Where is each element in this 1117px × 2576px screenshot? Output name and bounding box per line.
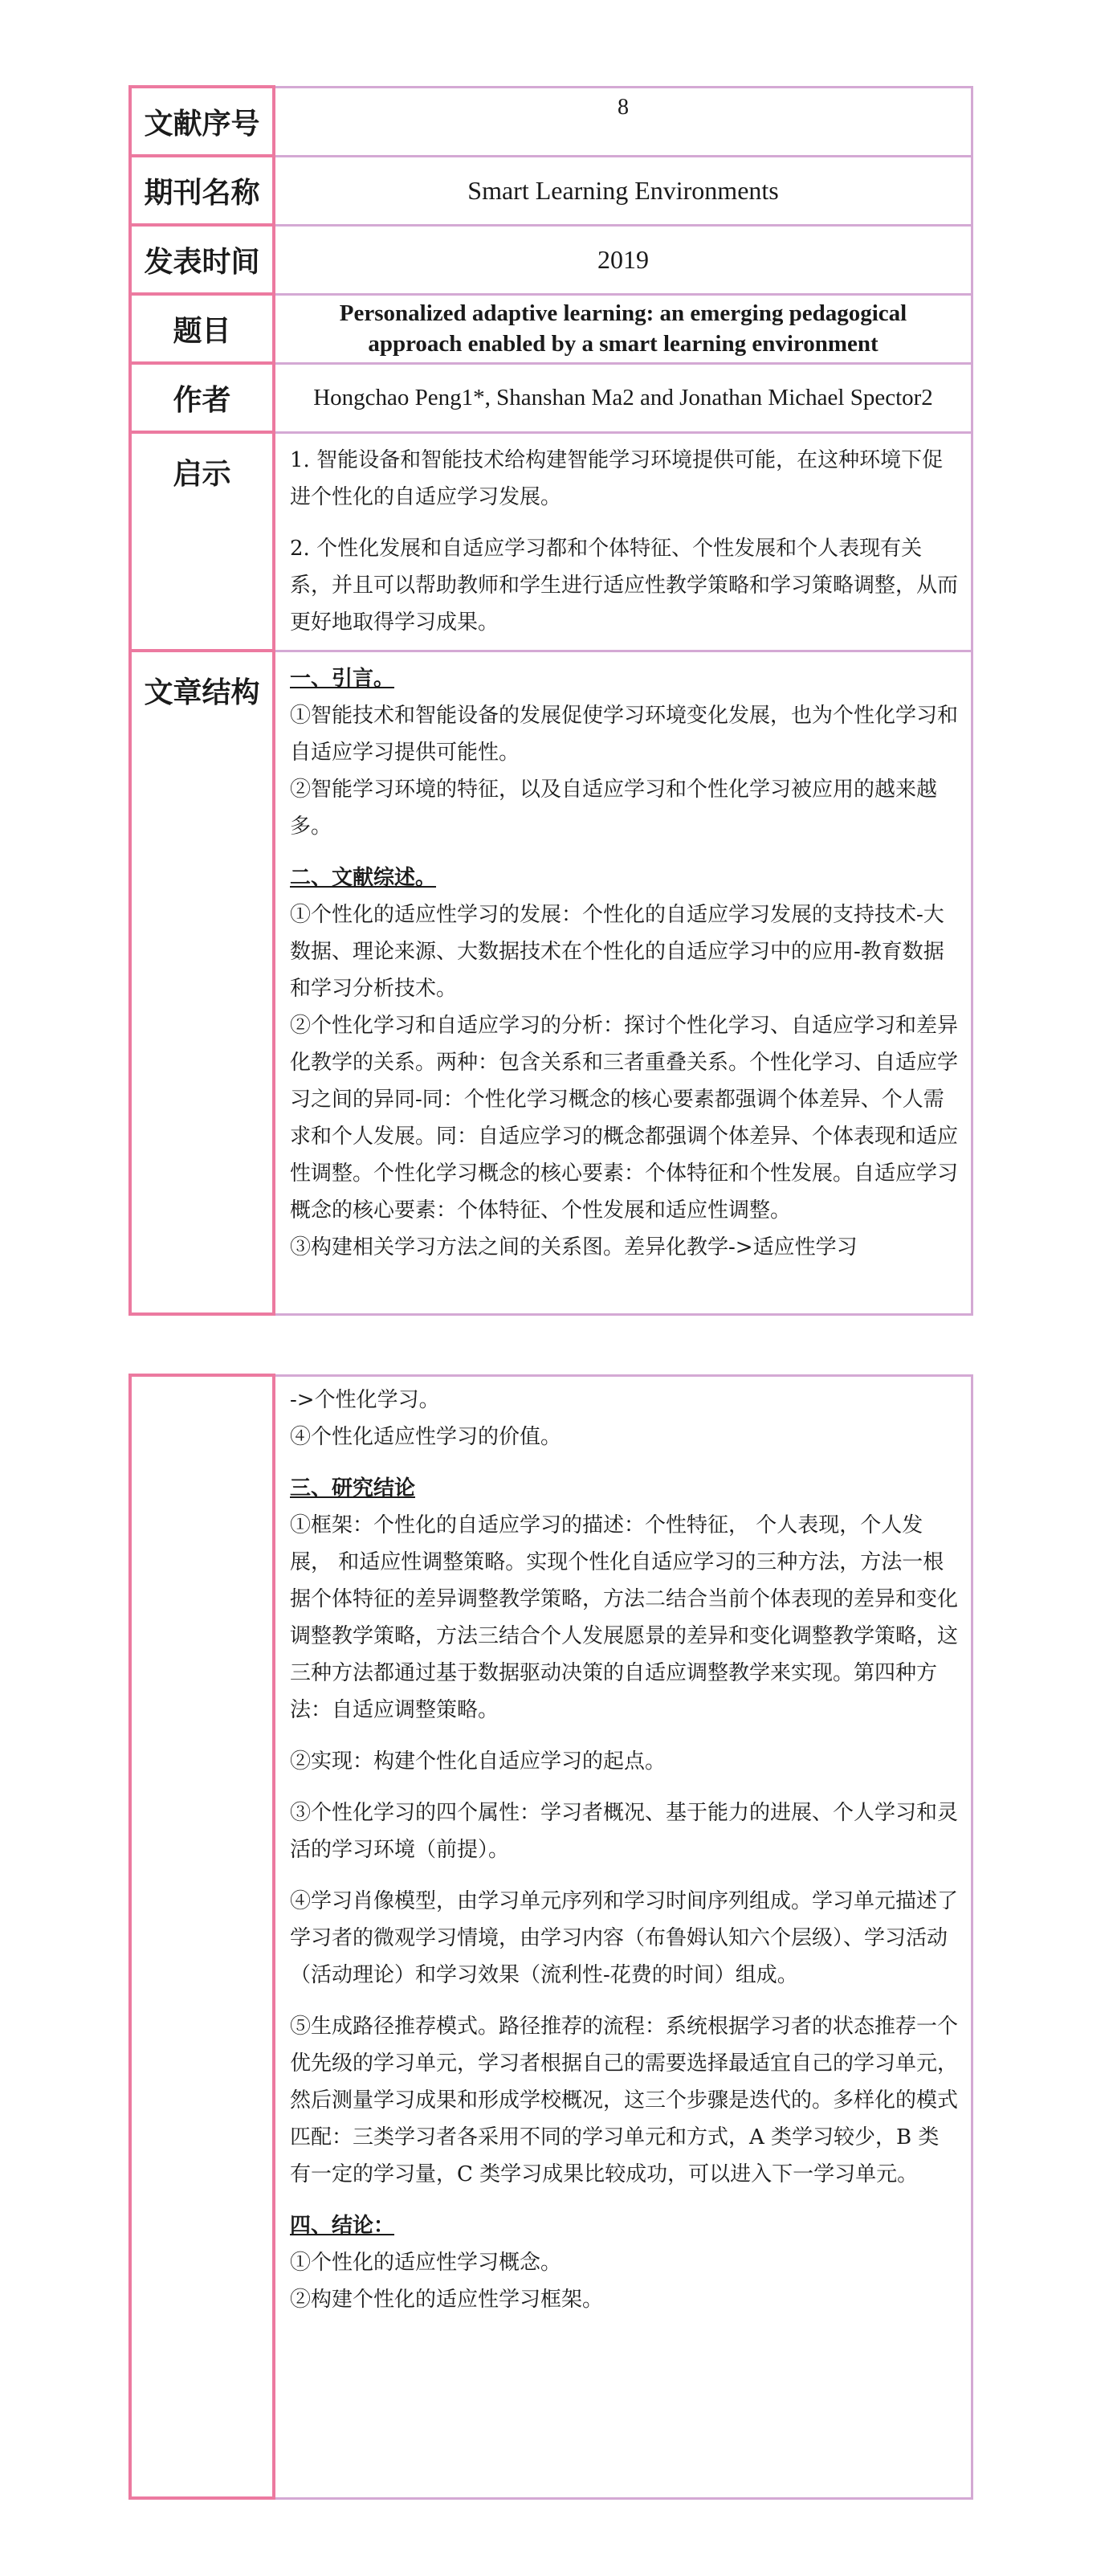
document-table-part2 [128, 1374, 973, 2500]
findings-point-5: ⑤生成路径推荐模式。路径推荐的流程：系统根据学习者的状态推荐一个优先级的学习单元，学习者根据自己的需要选择最适宜自己的学习单元，然后测量学习成果和形成学校概况，这三个步骤是迭代的。多样化的模式匹配：三类学习者各采用不同的学习单元和方式，A 类学习较少，B 类有一定的学习量，C 类学习成果比较成功，可以进入下一学习单元。 [290, 2014, 959, 2186]
label-number: 文献序号 [130, 87, 274, 156]
value-year: 2019 [274, 225, 972, 294]
findings-point-4: ④学习肖像模型，由学习单元序列和学习时间序列组成。学习单元描述了学习者的微观学习情境，由学习内容（布鲁姆认知六个层级）、学习活动（活动理论）和学习效果（流利性-花费的时间）组成。 [290, 1888, 959, 1987]
label-year: 发表时间 [130, 225, 274, 294]
value-number: 8 [274, 87, 972, 156]
section-findings [290, 1470, 960, 2193]
findings-point-3: ③个性化学习的四个属性：学习者概况、基于能力的进展、个人学习和灵活的学习环境（前提）。 [290, 1800, 959, 1862]
label-insight: 启示 [130, 432, 274, 651]
structure-cell-part1 [274, 651, 972, 1314]
intro-point-1: ①智能技术和智能设备的发展促使学习环境变化发展，也为个性化学习和自适应学习提供可能性。 [290, 703, 959, 765]
conclusion-point-2: ②构建个性化的适应性学习框架。 [290, 2287, 604, 2312]
insight-cell [274, 432, 972, 651]
value-journal: Smart Learning Environments [274, 156, 972, 225]
section-literature-review-continued [290, 1382, 960, 1455]
heading-literature-review: 二、文献综述。 [290, 865, 437, 890]
conclusion-point-1: ①个性化的适应性学习概念。 [290, 2250, 562, 2275]
section-literature-review [290, 859, 960, 1266]
findings-point-1: ①框架：个性化的自适应学习的描述：个性特征， 个人表现，个人发展， 和适应性调整策略。实现个性化自适应学习的三种方法，方法一根据个体特征的差异调整教学策略，方法二结合当前个体表现的差异和变化调整教学策略，方法三结合个人发展愿景的差异和变化调整教学策略，这三种方法都通过基于数据驱动决策的自适应调整教学来实现。第四种方法：自适应调整策略。 [290, 1513, 959, 1722]
structure-cell-part2 [274, 1375, 972, 2498]
review-point-3b: ->个性化学习。 [290, 1387, 440, 1412]
section-introduction [290, 660, 960, 845]
heading-introduction: 一、引言。 [290, 666, 395, 691]
review-point-1: ①个性化的适应性学习的发展：个性化的自适应学习发展的支持技术-大数据、理论来源、大数据技术在个性化的自适应学习中的应用-教育数据和学习分析技术。 [290, 902, 944, 1001]
review-point-2: ②个性化学习和自适应学习的分析：探讨个性化学习、自适应学习和差异化教学的关系。两种：包含关系和三者重叠关系。个性化学习、自适应学习之间的异同-同：个性化学习概念的核心要素都强调个体差异、个人需求和个人发展。同：自适应学习的概念都强调个体差异、个体表现和适应性调整。个性化学习概念的核心要素：个体特征和个性发展。自适应学习概念的核心要素：个体特征、个性发展和适应性调整。 [290, 1013, 959, 1223]
label-structure: 文章结构 [130, 651, 274, 1314]
findings-point-2: ②实现：构建个性化自适应学习的起点。 [290, 1749, 667, 1774]
insight-item-1: 1. 智能设备和智能技术给构建智能学习环境提供可能，在这种环境下促进个性化的自适应学习发展。 [290, 447, 944, 509]
heading-findings: 三、研究结论 [290, 1476, 416, 1500]
value-authors: Hongchao Peng1*, Shanshan Ma2 and Jonathan Michael Spector2 [274, 363, 972, 432]
label-authors: 作者 [130, 363, 274, 432]
label-journal: 期刊名称 [130, 156, 274, 225]
value-title: Personalized adaptive learning: an emerging pedagogical approach enabled by a smart learning environment [274, 294, 972, 363]
label-title: 题目 [130, 294, 274, 363]
label-structure-continued [130, 1375, 274, 2498]
document-table-part1 [128, 85, 973, 1316]
heading-conclusion: 四、结论： [290, 2213, 395, 2238]
intro-point-2: ②智能学习环境的特征，以及自适应学习和个性化学习被应用的越来越多。 [290, 777, 938, 839]
insight-item-2: 2. 个性化发展和自适应学习都和个体特征、个性发展和个人表现有关系，并且可以帮助教师和学生进行适应性教学策略和学习策略调整，从而更好地取得学习成果。 [290, 536, 959, 635]
section-conclusion [290, 2207, 960, 2318]
review-point-4: ④个性化适应性学习的价值。 [290, 1424, 562, 1449]
review-point-3a: ③构建相关学习方法之间的关系图。差异化教学->适应性学习 [290, 1235, 858, 1259]
